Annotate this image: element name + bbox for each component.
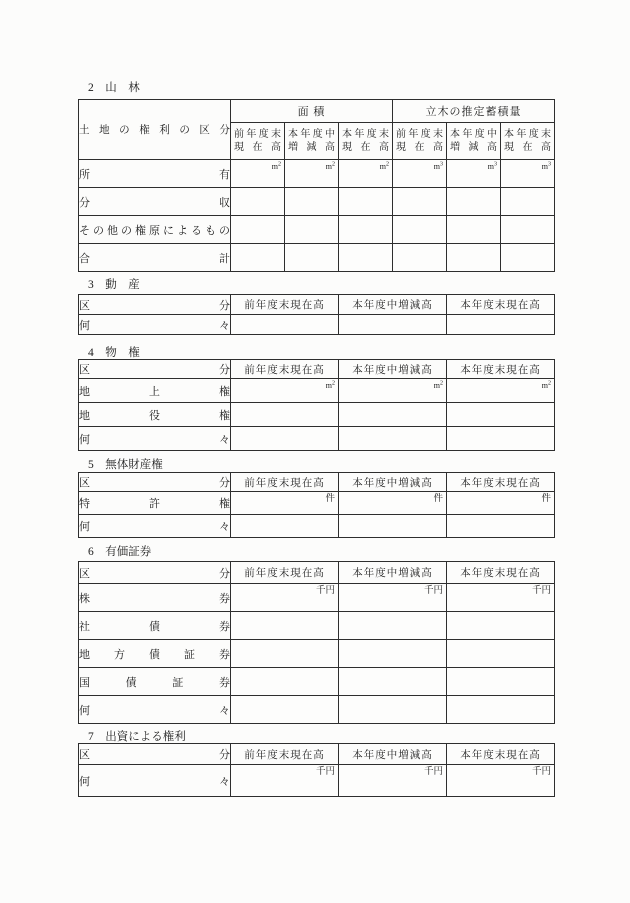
row-label: 株 券 bbox=[79, 584, 231, 612]
unit-label bbox=[447, 160, 500, 171]
subheader-line1: 本年度中 bbox=[288, 129, 335, 140]
data-cell[interactable] bbox=[231, 696, 339, 724]
column-subheader bbox=[231, 123, 285, 160]
section-forest bbox=[78, 82, 630, 272]
column-subheader bbox=[285, 123, 339, 160]
data-cell[interactable] bbox=[231, 315, 339, 335]
subheader-line1: 前年度末 bbox=[234, 129, 281, 140]
unit-label: 千円 bbox=[315, 767, 335, 777]
column-subheader bbox=[393, 123, 447, 160]
section-securities bbox=[78, 546, 630, 724]
column-header: 前年度末現在高 bbox=[231, 473, 339, 492]
corner-header: 区 分 bbox=[79, 562, 231, 584]
row-label: 国 債 証 券 bbox=[79, 668, 231, 696]
data-cell[interactable] bbox=[447, 515, 555, 538]
table-row bbox=[79, 160, 555, 188]
group-header: 面 積 bbox=[231, 100, 393, 123]
column-subheader bbox=[501, 123, 555, 160]
corner-header: 区 分 bbox=[79, 473, 231, 492]
unit-superscript: 2 bbox=[440, 380, 443, 387]
data-cell[interactable] bbox=[447, 696, 555, 724]
section-intangible-rights-heading: 5 無体財産権 bbox=[88, 459, 163, 471]
data-cell[interactable] bbox=[339, 584, 447, 612]
unit-base: m bbox=[271, 162, 278, 171]
data-cell[interactable] bbox=[339, 492, 447, 515]
table-row bbox=[79, 403, 555, 427]
data-cell[interactable] bbox=[339, 427, 447, 451]
section-securities-table-holder bbox=[78, 561, 630, 724]
row-label: 地 上 権 bbox=[79, 379, 231, 403]
section-real-rights bbox=[78, 347, 630, 451]
row-label: 所 有 bbox=[79, 160, 231, 188]
unit-superscript: 2 bbox=[332, 380, 335, 387]
table-row bbox=[79, 188, 555, 216]
subheader-line2: 現 在 高 bbox=[504, 142, 552, 153]
section-real-rights-table-holder bbox=[78, 359, 630, 451]
column-header: 前年度末現在高 bbox=[231, 562, 339, 584]
unit-superscript: 2 bbox=[332, 161, 335, 168]
unit-label bbox=[231, 160, 284, 171]
subheader-line1: 本年度末 bbox=[504, 129, 552, 140]
section-movables-heading: 3 動 産 bbox=[88, 279, 140, 291]
unit-superscript: 2 bbox=[278, 161, 281, 168]
unit-base: m bbox=[325, 162, 332, 171]
column-header: 本年度末現在高 bbox=[447, 562, 555, 584]
header-row bbox=[79, 744, 555, 765]
data-cell[interactable] bbox=[447, 403, 555, 427]
row-label: 何 々 bbox=[79, 315, 231, 335]
row-label: 何 々 bbox=[79, 696, 231, 724]
data-cell[interactable] bbox=[339, 515, 447, 538]
column-header: 本年度中増減高 bbox=[339, 360, 447, 379]
data-cell[interactable] bbox=[339, 160, 393, 188]
unit-label: 千円 bbox=[423, 767, 443, 777]
form-table bbox=[78, 99, 555, 272]
table-row bbox=[79, 244, 555, 272]
unit-label: 千円 bbox=[531, 586, 551, 596]
data-cell[interactable] bbox=[231, 640, 339, 668]
section-investment-rights-heading: 7 出資による権利 bbox=[88, 731, 186, 743]
section-securities-heading: 6 有価証券 bbox=[88, 546, 152, 558]
unit-label: 件 bbox=[541, 494, 551, 504]
subheader-line2: 増 減 高 bbox=[450, 142, 498, 153]
section-real-rights-heading: 4 物 権 bbox=[88, 347, 140, 359]
data-cell[interactable] bbox=[231, 160, 285, 188]
column-header: 本年度中増減高 bbox=[339, 744, 447, 765]
column-subheader bbox=[339, 123, 393, 160]
section-movables bbox=[78, 279, 630, 335]
unit-label: 件 bbox=[325, 494, 335, 504]
section-investment-rights bbox=[78, 731, 630, 797]
unit-label: 千円 bbox=[531, 767, 551, 777]
corner-header: 区 分 bbox=[79, 360, 231, 379]
data-cell[interactable] bbox=[231, 584, 339, 612]
data-cell[interactable] bbox=[447, 612, 555, 640]
data-cell[interactable] bbox=[231, 612, 339, 640]
section-investment-rights-table-holder bbox=[78, 743, 630, 797]
table-row bbox=[79, 765, 555, 797]
unit-label: 千円 bbox=[423, 586, 443, 596]
unit-superscript: 3 bbox=[548, 161, 552, 168]
header-row bbox=[79, 100, 555, 123]
table-row bbox=[79, 216, 555, 244]
data-cell[interactable] bbox=[231, 216, 285, 244]
data-cell[interactable] bbox=[339, 696, 447, 724]
data-cell[interactable] bbox=[447, 492, 555, 515]
row-label: 分 収 bbox=[79, 188, 231, 216]
data-cell[interactable] bbox=[447, 160, 501, 188]
data-cell[interactable] bbox=[231, 379, 339, 403]
data-cell[interactable] bbox=[339, 216, 393, 244]
data-cell[interactable] bbox=[393, 244, 447, 272]
unit-label bbox=[393, 160, 446, 171]
data-cell[interactable] bbox=[231, 765, 339, 797]
data-cell[interactable] bbox=[447, 640, 555, 668]
unit-superscript: 2 bbox=[386, 161, 390, 168]
table-row bbox=[79, 492, 555, 515]
table-row bbox=[79, 379, 555, 403]
unit-base: m bbox=[379, 162, 387, 171]
data-cell[interactable] bbox=[231, 668, 339, 696]
form-table bbox=[78, 561, 555, 724]
unit-label bbox=[339, 160, 392, 171]
data-cell[interactable] bbox=[447, 188, 501, 216]
data-cell[interactable] bbox=[393, 160, 447, 188]
column-header: 本年度中増減高 bbox=[339, 473, 447, 492]
data-cell[interactable] bbox=[447, 315, 555, 335]
data-cell[interactable] bbox=[501, 244, 555, 272]
data-cell[interactable] bbox=[231, 492, 339, 515]
corner-header: 土 地 の 権 利 の 区 分 bbox=[79, 100, 231, 160]
unit-superscript: 3 bbox=[494, 161, 498, 168]
column-subheader bbox=[447, 123, 501, 160]
row-label: 特 許 権 bbox=[79, 492, 231, 515]
row-label: 地 役 権 bbox=[79, 403, 231, 427]
header-row bbox=[79, 473, 555, 492]
data-cell[interactable] bbox=[285, 160, 339, 188]
data-cell[interactable] bbox=[339, 244, 393, 272]
unit-label bbox=[339, 379, 446, 390]
column-header: 前年度末現在高 bbox=[231, 295, 339, 315]
row-label: 社 債 券 bbox=[79, 612, 231, 640]
row-label: 地 方 債 証 券 bbox=[79, 640, 231, 668]
column-header: 前年度末現在高 bbox=[231, 360, 339, 379]
data-cell[interactable] bbox=[231, 427, 339, 451]
group-header: 立木の推定蓄積量 bbox=[393, 100, 555, 123]
data-cell[interactable] bbox=[393, 188, 447, 216]
data-cell[interactable] bbox=[231, 403, 339, 427]
data-cell[interactable] bbox=[339, 612, 447, 640]
unit-label: 千円 bbox=[315, 586, 335, 596]
unit-superscript: 3 bbox=[440, 161, 444, 168]
unit-base: m bbox=[325, 381, 332, 390]
subheader-line2: 現 在 高 bbox=[234, 142, 281, 153]
column-header: 本年度中増減高 bbox=[339, 295, 447, 315]
data-cell[interactable] bbox=[447, 379, 555, 403]
unit-base: m bbox=[433, 381, 440, 390]
corner-header: 区 分 bbox=[79, 744, 231, 765]
section-intangible-rights bbox=[78, 459, 630, 538]
data-cell[interactable] bbox=[285, 188, 339, 216]
section-intangible-rights-table-holder bbox=[78, 472, 630, 538]
column-header: 本年度末現在高 bbox=[447, 744, 555, 765]
data-cell[interactable] bbox=[339, 315, 447, 335]
data-cell[interactable] bbox=[447, 668, 555, 696]
table-row bbox=[79, 612, 555, 640]
column-header: 本年度中増減高 bbox=[339, 562, 447, 584]
section-forest-heading: 2 山 林 bbox=[88, 82, 140, 94]
data-cell[interactable] bbox=[447, 427, 555, 451]
table-row bbox=[79, 515, 555, 538]
unit-base: m bbox=[433, 162, 441, 171]
table-row bbox=[79, 315, 555, 335]
subheader-line2: 増 減 高 bbox=[288, 142, 335, 153]
section-forest-table-holder bbox=[78, 99, 630, 272]
unit-label bbox=[285, 160, 338, 171]
unit-label bbox=[447, 379, 554, 390]
data-cell[interactable] bbox=[231, 244, 285, 272]
subheader-line1: 前年度末 bbox=[396, 129, 444, 140]
data-cell[interactable] bbox=[231, 188, 285, 216]
table-row bbox=[79, 584, 555, 612]
column-header: 本年度末現在高 bbox=[447, 473, 555, 492]
form-table bbox=[78, 359, 555, 451]
section-movables-table-holder bbox=[78, 294, 630, 335]
data-cell[interactable] bbox=[447, 584, 555, 612]
unit-label: 件 bbox=[433, 494, 443, 504]
unit-base: m bbox=[541, 381, 548, 390]
data-cell[interactable] bbox=[339, 188, 393, 216]
column-header: 前年度末現在高 bbox=[231, 744, 339, 765]
unit-base: m bbox=[541, 162, 549, 171]
column-header: 本年度末現在高 bbox=[447, 295, 555, 315]
form-table bbox=[78, 743, 555, 797]
header-row bbox=[79, 562, 555, 584]
data-cell[interactable] bbox=[501, 188, 555, 216]
unit-label bbox=[501, 160, 554, 171]
table-row bbox=[79, 640, 555, 668]
subheader-line1: 本年度中 bbox=[450, 129, 498, 140]
data-cell[interactable] bbox=[339, 668, 447, 696]
data-cell[interactable] bbox=[447, 244, 501, 272]
data-cell[interactable] bbox=[501, 216, 555, 244]
subheader-line1: 本年度末 bbox=[342, 129, 390, 140]
table-row bbox=[79, 668, 555, 696]
unit-superscript: 2 bbox=[548, 380, 551, 387]
row-label: 合 計 bbox=[79, 244, 231, 272]
data-cell[interactable] bbox=[447, 765, 555, 797]
data-cell[interactable] bbox=[285, 244, 339, 272]
data-cell[interactable] bbox=[393, 216, 447, 244]
data-cell[interactable] bbox=[339, 379, 447, 403]
row-label: その他の権原によるもの bbox=[79, 216, 231, 244]
row-label: 何 々 bbox=[79, 515, 231, 538]
row-label: 何 々 bbox=[79, 765, 231, 797]
unit-base: m bbox=[487, 162, 495, 171]
table-row bbox=[79, 696, 555, 724]
data-cell[interactable] bbox=[231, 515, 339, 538]
form-table bbox=[78, 294, 555, 335]
subheader-line2: 現 在 高 bbox=[396, 142, 444, 153]
row-label: 何 々 bbox=[79, 427, 231, 451]
data-cell[interactable] bbox=[339, 765, 447, 797]
subheader-line2: 現 在 高 bbox=[342, 142, 390, 153]
data-cell[interactable] bbox=[339, 640, 447, 668]
corner-header: 区 分 bbox=[79, 295, 231, 315]
data-cell[interactable] bbox=[339, 403, 447, 427]
data-cell[interactable] bbox=[285, 216, 339, 244]
table-row bbox=[79, 427, 555, 451]
column-header: 本年度末現在高 bbox=[447, 360, 555, 379]
form-table bbox=[78, 472, 555, 538]
header-row bbox=[79, 295, 555, 315]
header-row bbox=[79, 360, 555, 379]
data-cell[interactable] bbox=[447, 216, 501, 244]
unit-label bbox=[231, 379, 338, 390]
data-cell[interactable] bbox=[501, 160, 555, 188]
